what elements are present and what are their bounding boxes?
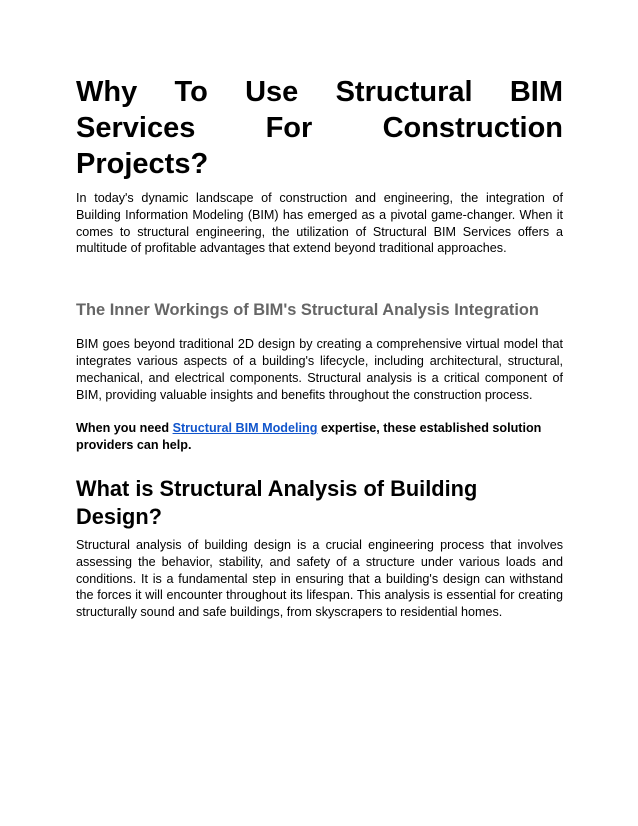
section-paragraph-structural-analysis: Structural analysis of building design is a crucial engineering process that involves assessing the behavior, stability, and safety of a structure under various loads and conditions. It is a fundamental step in ensuring that a building's design can withstand the forces it will encounter throughout its lifespan. This analysis is essential for creating structurally sound and safe buildings, from skyscrapers to residential homes. bbox=[76, 537, 563, 620]
section-paragraph-bim-overview: BIM goes beyond traditional 2D design by creating a comprehensive virtual model that integrates various aspects of a building's lifecycle, including architectural, structural, mechanical, and electrical components. Structural analysis is a critical component of BIM, providing valuable insights and benefits throughout the construction process. bbox=[76, 337, 563, 402]
document-page bbox=[76, 74, 563, 621]
section-heading-structural-analysis-integration: The Inner Workings of BIM's Structural Analysis Integration bbox=[76, 301, 539, 320]
structural-bim-modeling-link[interactable]: Structural BIM Modeling bbox=[172, 421, 318, 436]
page-title: Why To Use Structural BIM Services For Construction Projects? bbox=[76, 76, 563, 180]
section-heading-structural-analysis-building-design: What is Structural Analysis of Building Design? bbox=[76, 475, 478, 529]
callout-text-before: When you need bbox=[76, 421, 173, 436]
callout-paragraph bbox=[76, 420, 563, 454]
intro-paragraph: In today's dynamic landscape of construction and engineering, the integration of Building Information Modeling (BIM) has emerged as a pivotal game-changer. When it comes to structural engineering, the utilization of Structural BIM Services offers a multitude of profitable advantages that extend beyond traditional approaches. bbox=[76, 191, 563, 256]
callout-text-after: expertise, these established solution providers can help. bbox=[76, 421, 542, 453]
